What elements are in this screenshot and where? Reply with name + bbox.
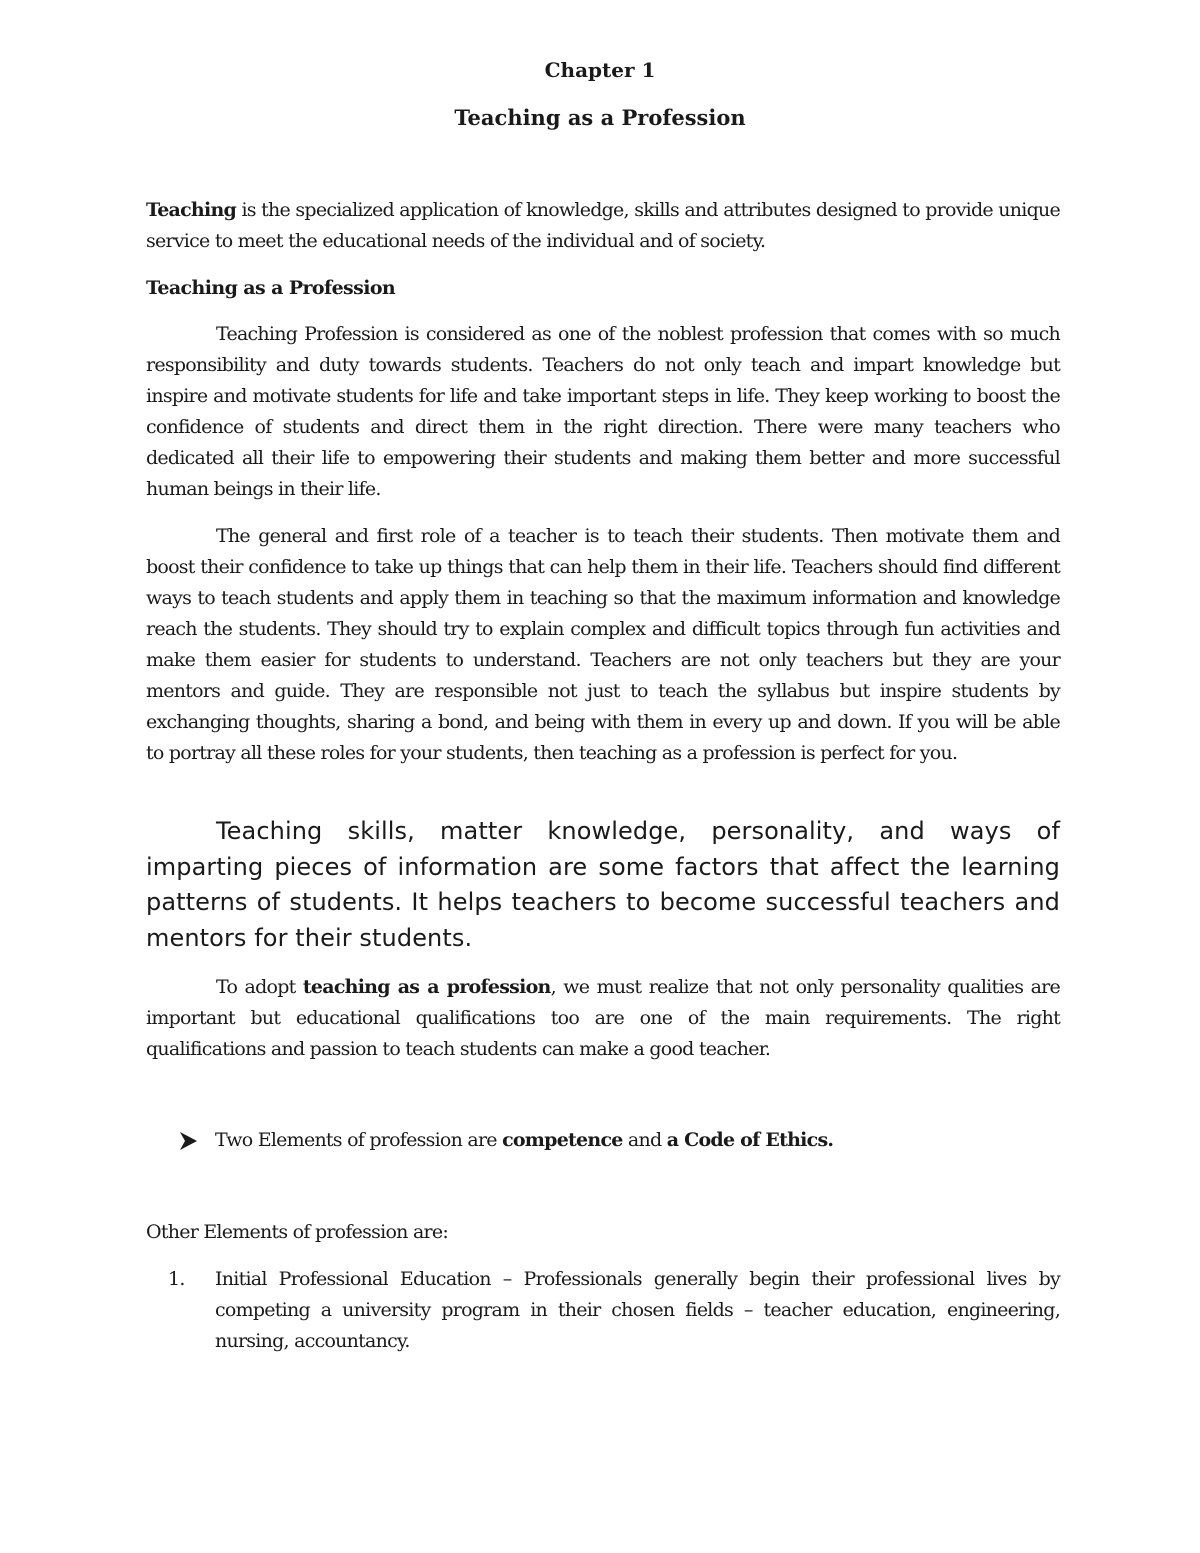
- page-title: Teaching as a Profession: [454, 105, 746, 130]
- paragraph-teacher-role: The general and first role of a teacher is to teach their students. Then motivate them and boost their confidence to take up things that can help them in their life. Teachers should find different ways to teach students and apply them in teaching so that the maximum information and knowledge reach the students. They should try to explain complex and difficult topics through fun activities and make them easier for students to understand. Teachers are not only teachers but they are your mentors and guide. They are responsible not just to teach the syllabus but inspire students by exchanging thoughts, sharing a bond, and being with them in every up and down. If you will be able to portray all these roles for your students, then teaching as a profession is perfect for you.: [146, 525, 1060, 764]
- bullet-code-of-ethics: a Code of Ethics.: [666, 1129, 834, 1151]
- bullet-elements-of-profession: [178, 1125, 1058, 1156]
- paragraph-adopt-teaching: [146, 972, 1060, 1065]
- definition-text: is the specialized application of knowledge, skills and attributes designed to provide unique service to meet the educational needs of the individual and of society.: [146, 199, 1060, 252]
- list-item-number: 1.: [168, 1268, 185, 1290]
- arrow-right-icon: [178, 1131, 198, 1151]
- adopt-bold: teaching as a profession: [302, 976, 551, 998]
- chapter-label: Chapter 1: [544, 58, 656, 82]
- definition-term: Teaching: [146, 199, 237, 221]
- bullet-middle: and: [622, 1129, 667, 1151]
- other-elements-intro: Other Elements of profession are:: [146, 1221, 448, 1243]
- section-heading: Teaching as a Profession: [146, 277, 396, 299]
- list-item-text: Initial Professional Education – Professionals generally begin their professional lives by competing a university program in their chosen fields – teacher education, engineering, nursing, accountancy.: [215, 1268, 1060, 1352]
- bullet-competence: competence: [502, 1129, 623, 1151]
- list-item: [168, 1264, 1060, 1357]
- bullet-text: [215, 1125, 833, 1156]
- adopt-lead: To adopt: [216, 976, 303, 998]
- bullet-lead: Two Elements of profession are: [215, 1129, 503, 1151]
- adopt-rest: , we must realize that not only personality qualities are important but educational qualifications too are one of the main requirements. The right qualifications and passion to teach students can make a good teacher.: [146, 976, 1060, 1060]
- definition-paragraph: [146, 195, 1060, 257]
- paragraph-noblest-profession: Teaching Profession is considered as one of the noblest profession that comes with so much responsibility and duty towards students. Teachers do not only teach and impart knowledge but inspire and motivate students for life and take important steps in life. They keep working to boost the confidence of students and direct them in the right direction. There were many teachers who dedicated all their life to empowering their students and making them better and more successful human beings in their life.: [146, 323, 1060, 500]
- paragraph-factors-highlight: Teaching skills, matter knowledge, personality, and ways of imparting pieces of information are some factors that affect the learning patterns of students. It helps teachers to become successful teachers and mentors for their students.: [146, 817, 1060, 952]
